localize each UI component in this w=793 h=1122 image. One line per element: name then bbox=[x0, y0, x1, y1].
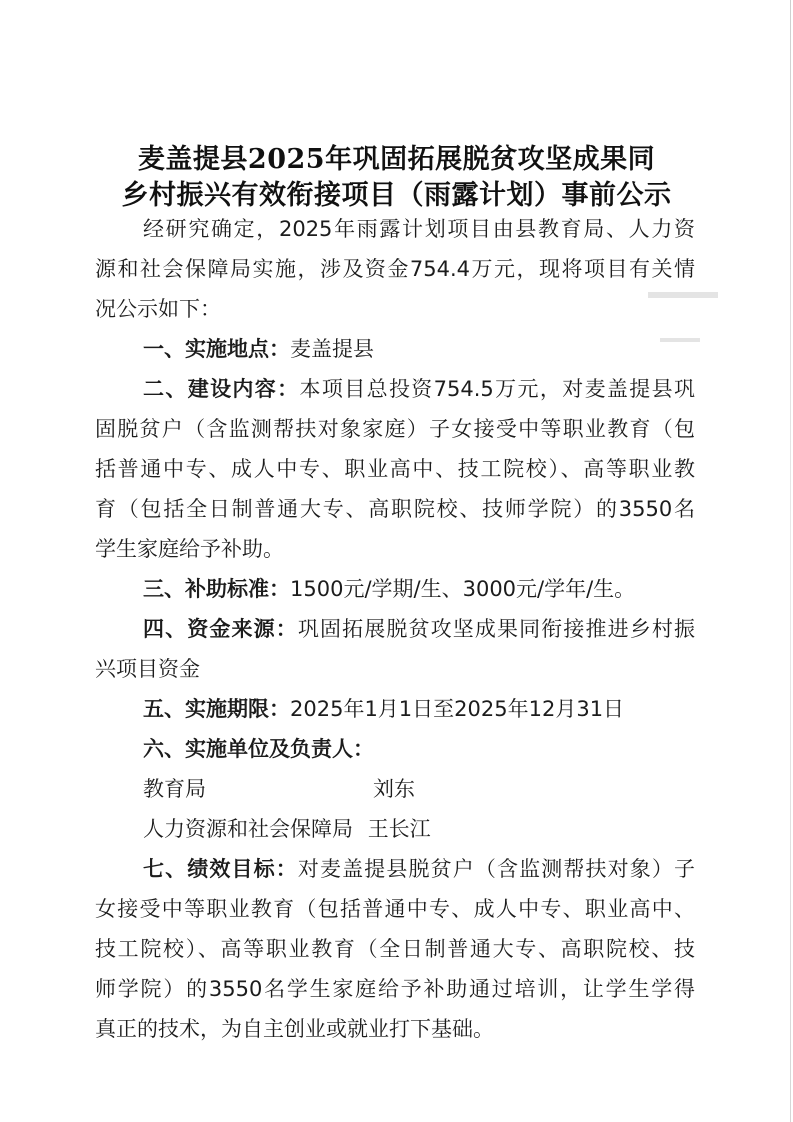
section-3-text: 1500元/学期/生、3000元/学年/生。 bbox=[290, 577, 636, 601]
section-7-line-3: 技工院校）、高等职业教育（全日制普通大专、高职院校、技 bbox=[95, 937, 695, 961]
section-3 bbox=[143, 574, 695, 604]
title-line-2: 乡村振兴有效衔接项目（雨露计划）事前公示 bbox=[121, 180, 672, 211]
section-2-heading: 二、建设内容： bbox=[143, 377, 300, 401]
section-7-line-2: 女接受中等职业教育（包括普通中专、成人中专、职业高中、 bbox=[95, 897, 695, 921]
unit-person: 刘东 bbox=[373, 777, 415, 801]
intro-line-2: 源和社会保障局实施，涉及资金754.4万元，现将项目有关情 bbox=[95, 257, 695, 281]
section-2-line-4: 育（包括全日制普通大专、高职院校、技师学院）的3550名 bbox=[95, 497, 695, 521]
section-2-line-1 bbox=[143, 374, 695, 404]
unit-name: 教育局 bbox=[143, 777, 206, 801]
section-2-line-3: 括普通中专、成人中专、职业高中、技工院校）、高等职业教 bbox=[95, 457, 695, 481]
unit-name: 人力资源和社会保障局 bbox=[143, 817, 353, 841]
section-3-heading: 三、补助标准： bbox=[143, 577, 290, 601]
section-2-line-5: 学生家庭给予补助。 bbox=[95, 537, 284, 561]
section-4-line-2: 兴项目资金 bbox=[95, 657, 200, 681]
section-1-text: 麦盖提县 bbox=[290, 337, 374, 361]
section-4-text-1: 巩固拓展脱贫攻坚成果同衔接推进乡村振 bbox=[297, 617, 695, 641]
section-6-heading: 六、实施单位及负责人： bbox=[143, 737, 374, 761]
title-line-1: 麦盖提县2025年巩固拓展脱贫攻坚成果同 bbox=[137, 144, 656, 175]
section-5-text: 2025年1月1日至2025年12月31日 bbox=[290, 697, 625, 721]
section-7-line-5: 真正的技术，为自主创业或就业打下基础。 bbox=[95, 1017, 494, 1041]
unit-row-1 bbox=[143, 774, 695, 804]
unit-row-2 bbox=[143, 814, 695, 844]
section-1 bbox=[143, 334, 695, 364]
section-7-line-4: 师学院）的3550名学生家庭给予补助通过培训，让学生学得 bbox=[95, 977, 695, 1001]
section-4-line-1 bbox=[143, 614, 695, 644]
section-2-line-2: 固脱贫户（含监测帮扶对象家庭）子女接受中等职业教育（包 bbox=[95, 417, 695, 441]
scan-smudge bbox=[660, 338, 700, 342]
scan-smudge bbox=[648, 292, 718, 298]
scan-edge-shadow bbox=[790, 0, 791, 1122]
section-1-heading: 一、实施地点： bbox=[143, 337, 290, 361]
section-2-text-1: 本项目总投资754.5万元，对麦盖提县巩 bbox=[299, 377, 696, 401]
section-5 bbox=[143, 694, 695, 724]
section-7-heading: 七、绩效目标： bbox=[143, 857, 298, 881]
section-4-heading: 四、资金来源： bbox=[143, 617, 298, 641]
intro-line-1: 经研究确定，2025年雨露计划项目由县教育局、人力资 bbox=[143, 217, 695, 241]
section-5-heading: 五、实施期限： bbox=[143, 697, 290, 721]
section-7-line-1 bbox=[143, 854, 695, 884]
intro-line-3: 况公示如下： bbox=[95, 297, 221, 321]
unit-person: 王长江 bbox=[367, 817, 431, 841]
section-7-text-1: 对麦盖提县脱贫户（含监测帮扶对象）子 bbox=[297, 857, 695, 881]
